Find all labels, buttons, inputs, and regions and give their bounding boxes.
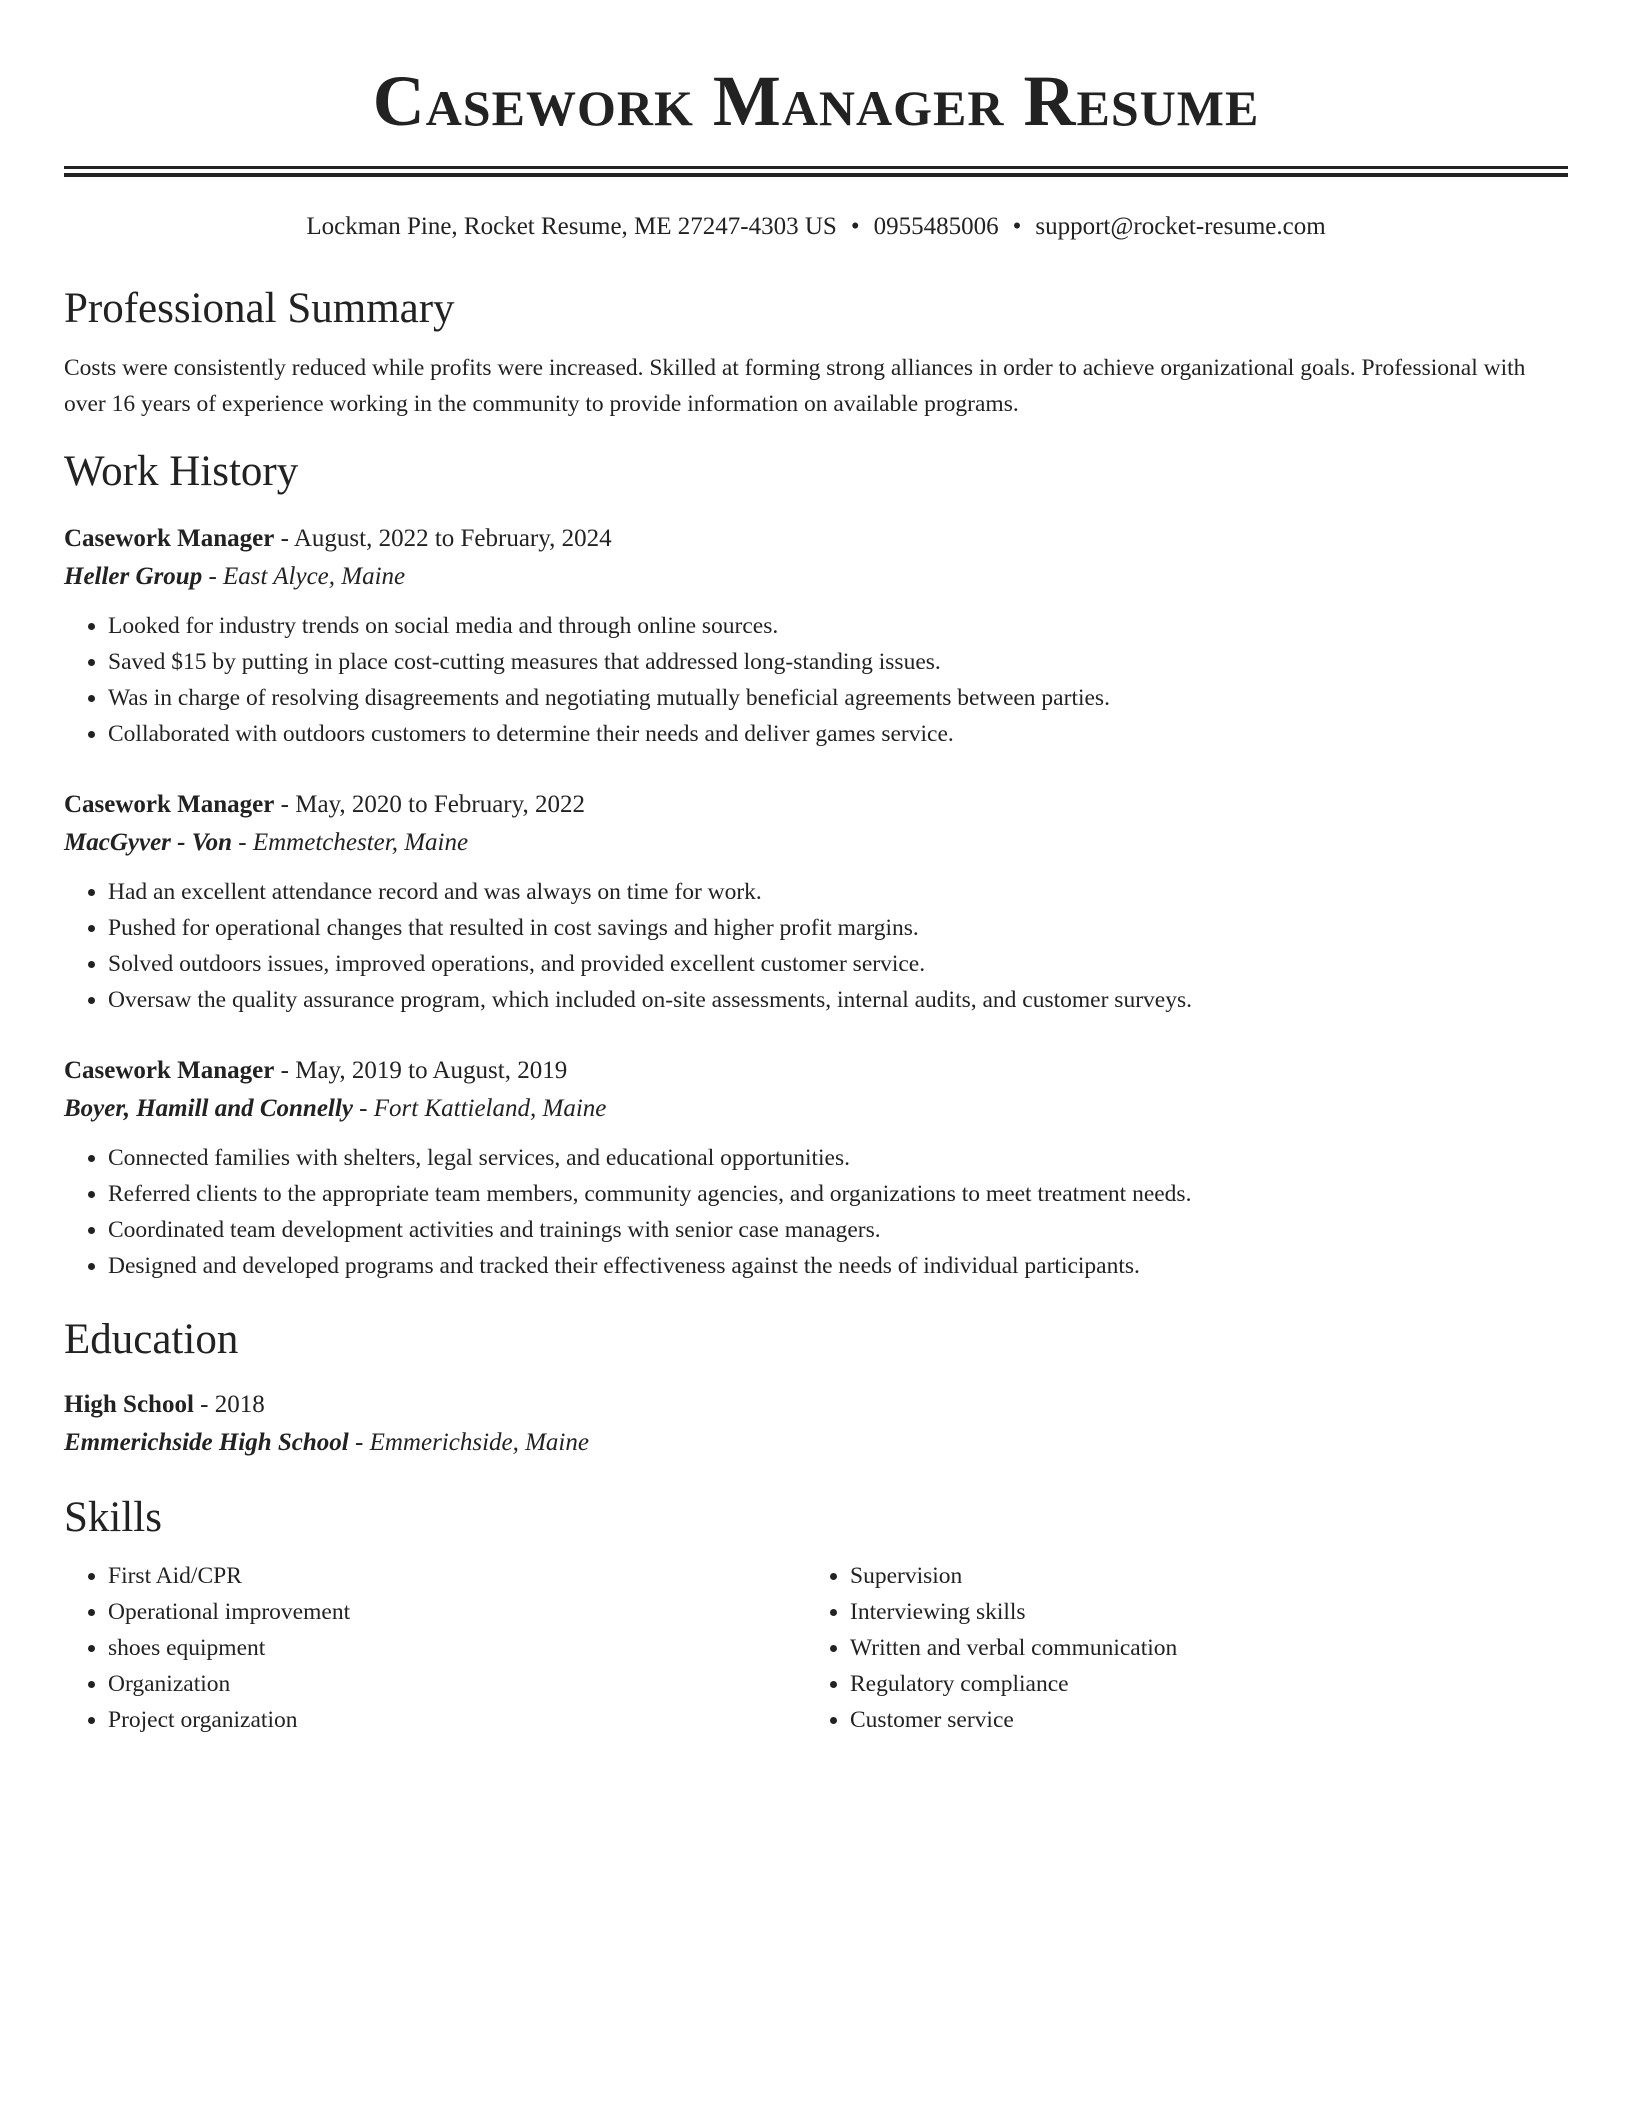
skills-column-right: [806, 1558, 1568, 1738]
job-employer: MacGyver - Von: [64, 829, 233, 856]
job-role: Casework Manager: [64, 1057, 275, 1084]
skill-item: • shoes equipment: [108, 1630, 806, 1666]
list-item: • Looked for industry trends on social media and through online sources.: [108, 608, 1568, 644]
education-degree: High School: [64, 1391, 194, 1418]
skills-heading: Skills: [64, 1494, 162, 1541]
job-entry: [64, 786, 1568, 1018]
summary-heading: Professional Summary: [64, 285, 455, 332]
skill-item: • Written and verbal communication: [850, 1630, 1568, 1666]
skill-item: • Project organization: [108, 1702, 806, 1738]
education-year: - 2018: [193, 1391, 265, 1418]
contact-separator: •: [850, 213, 860, 240]
skill-item: • Interviewing skills: [850, 1594, 1568, 1630]
summary-text: Costs were consistently reduced while profits were increased. Skilled at forming strong alliances in order to achieve organizational goals. Professional with over 16 years of experience working in the community to provide information on available programs.: [64, 355, 1526, 417]
skill-item: • Organization: [108, 1666, 806, 1702]
job-title-line: [64, 1052, 1568, 1090]
skill-item: • Supervision: [850, 1558, 1568, 1594]
job-bullets: [64, 1140, 1568, 1284]
job-employer: Boyer, Hamill and Connelly: [64, 1095, 353, 1122]
education-heading: Education: [64, 1316, 239, 1363]
resume-title: Casework Manager Resume: [372, 61, 1260, 141]
contact-address: Lockman Pine, Rocket Resume, ME 27247-4303 US: [306, 213, 837, 240]
job-employer-line: [64, 558, 1568, 596]
contact-phone: 0955485006: [873, 213, 999, 240]
job-role: Casework Manager: [64, 791, 275, 818]
contact-email: support@rocket-resume.com: [1035, 213, 1326, 240]
job-entry: [64, 1052, 1568, 1284]
list-item: • Collaborated with outdoors customers to determine their needs and deliver games service.: [108, 716, 1568, 752]
list-item: • Pushed for operational changes that resulted in cost savings and higher profit margins.: [108, 910, 1568, 946]
job-entry: [64, 520, 1568, 752]
contact-line: [64, 211, 1568, 243]
skill-item: • Customer service: [850, 1702, 1568, 1738]
job-bullets: [64, 608, 1568, 752]
job-location: - Fort Kattieland, Maine: [352, 1095, 607, 1122]
list-item: • Saved $15 by putting in place cost-cutting measures that addressed long-standing issues.: [108, 644, 1568, 680]
job-dates: - May, 2020 to February, 2022: [274, 791, 585, 818]
title-double-rule: [64, 166, 1568, 177]
list-item: • Connected families with shelters, legal services, and educational opportunities.: [108, 1140, 1568, 1176]
skill-item: • Regulatory compliance: [850, 1666, 1568, 1702]
education-entry: [64, 1386, 1568, 1462]
work-history-heading: Work History: [64, 448, 299, 495]
education-school: Emmerichside High School: [64, 1429, 349, 1456]
job-employer-line: [64, 1090, 1568, 1128]
skills-column-left: [64, 1558, 806, 1738]
list-item: • Had an excellent attendance record and was always on time for work.: [108, 874, 1568, 910]
list-item: • Oversaw the quality assurance program, which included on-site assessments, internal audits, and customer surveys.: [108, 982, 1568, 1018]
list-item: • Coordinated team development activities and trainings with senior case managers.: [108, 1212, 1568, 1248]
list-item: • Was in charge of resolving disagreements and negotiating mutually beneficial agreements between parties.: [108, 680, 1568, 716]
skills-grid: [64, 1558, 1568, 1738]
education-degree-line: [64, 1386, 1568, 1424]
job-title-line: [64, 520, 1568, 558]
skill-item: • First Aid/CPR: [108, 1558, 806, 1594]
contact-separator: •: [1012, 213, 1022, 240]
education-location: - Emmerichside, Maine: [348, 1429, 589, 1456]
job-dates: - August, 2022 to February, 2024: [274, 525, 612, 552]
skill-item: • Operational improvement: [108, 1594, 806, 1630]
job-employer-line: [64, 824, 1568, 862]
job-dates: - May, 2019 to August, 2019: [274, 1057, 568, 1084]
job-employer: Heller Group: [64, 563, 203, 590]
job-location: - Emmetchester, Maine: [232, 829, 469, 856]
job-role: Casework Manager: [64, 525, 275, 552]
job-bullets: [64, 874, 1568, 1018]
job-location: - East Alyce, Maine: [202, 563, 406, 590]
list-item: • Solved outdoors issues, improved operations, and provided excellent customer service.: [108, 946, 1568, 982]
education-school-line: [64, 1424, 1568, 1462]
list-item: • Designed and developed programs and tracked their effectiveness against the needs of individual participants.: [108, 1248, 1568, 1284]
list-item: • Referred clients to the appropriate team members, community agencies, and organizations to meet treatment needs.: [108, 1176, 1568, 1212]
job-title-line: [64, 786, 1568, 824]
